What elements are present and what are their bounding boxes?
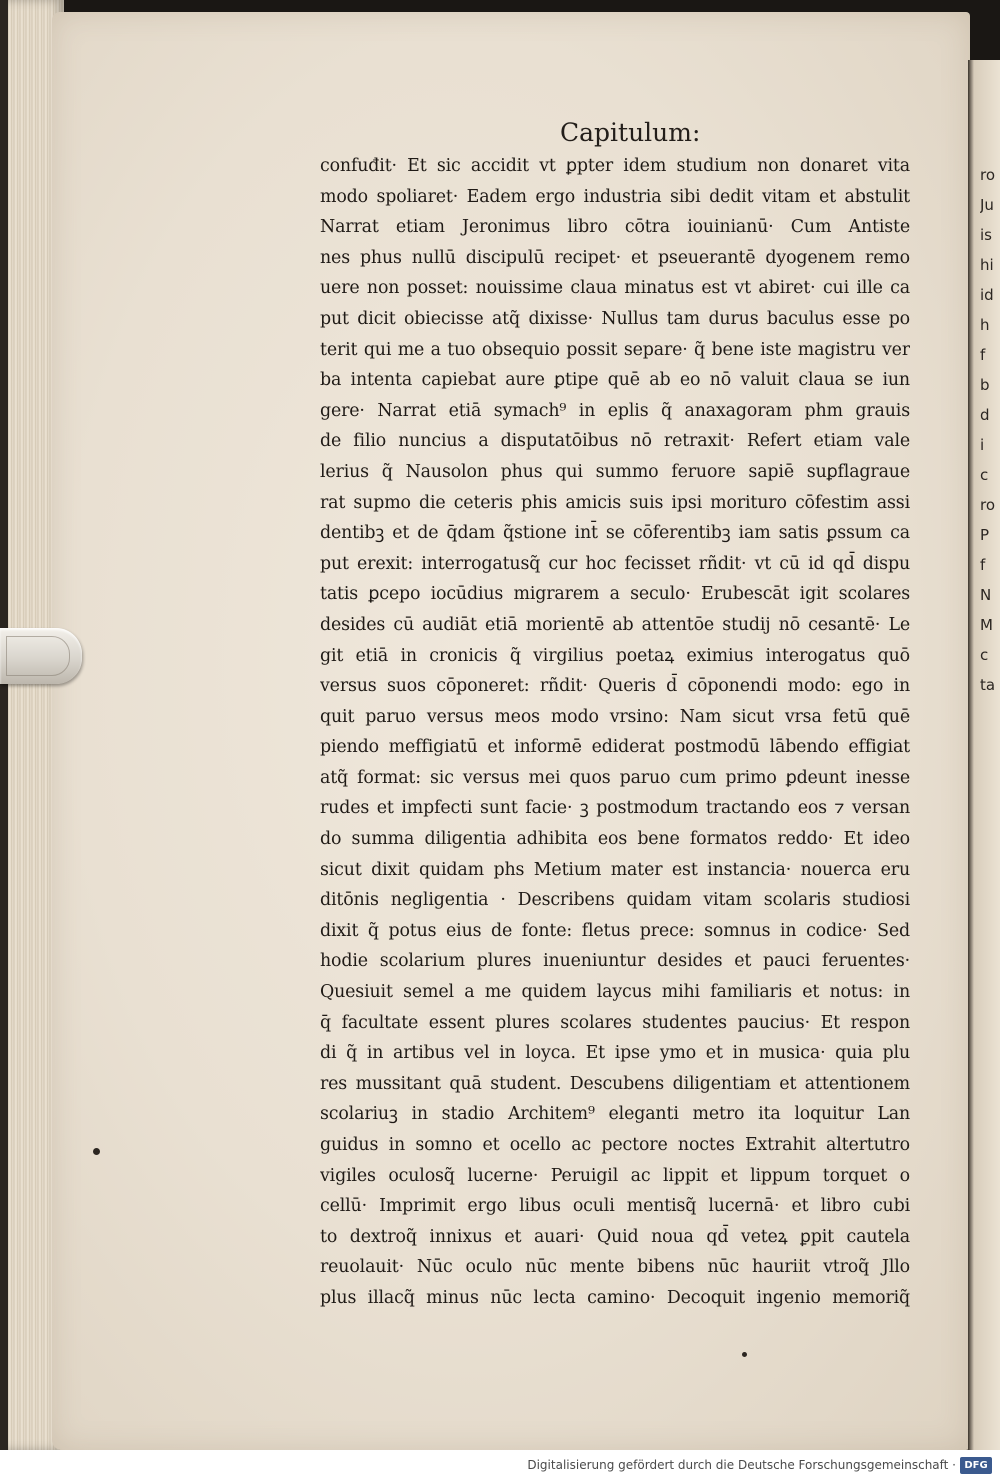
text-line: plus illacq̃ minus nūc lecta camino· Decoquit ingenio memoriq̃ [320,1287,910,1308]
text-line: versus suos cōponeret: rñdit· Queris d̄ cōponendi modo: ego in [320,676,910,697]
text-line: tatis ꝑcepo iocūdius migrarem a seculo· Erubescāt igit scolares [320,584,910,605]
text-line: reuolauit· Nūc oculo nūc mente bibens nūc hauriit vtroq̃ Jllo [320,1257,910,1278]
text-line: modo spoliaret· Eadem ergo industria sibi dedit vitam et abstulit [320,186,910,207]
text-line: vigiles oculosq̃ lucerne· Peruigil ac lippit et lippum torquet o [320,1165,910,1186]
facing-page-text-fragment: ro Ju is hi id h f b d i c ro P f N M c ta [980,166,996,694]
text-line: guidus in somno et ocello ac pectore noctes Extrahit altertutro [320,1135,910,1155]
text-line: put erexit: interrogatusq̃ cur hoc fecisset rñdit· vt cū id qd̄ dispu [320,553,910,574]
text-line: Quesiuit semel a me quidem laycus mihi familiaris et notus: in [320,982,910,1003]
text-line: di q̃ in artibus vel in loyca. Et ipse ymo et in musica· quia plu [320,1043,910,1064]
text-line: atq̃ format: sic versus mei quos paruo cum primo ꝑdeunt inesse [320,767,910,788]
ink-spot [93,1148,100,1155]
text-line: gere· Narrat etiā symach⁹ in eplis q̃ anaxagoram phm grauis [320,400,910,421]
dfg-logo: DFG [960,1457,992,1474]
text-line: q̄ facultate essent plures scolares studentes paucius· Et respon [320,1012,910,1033]
text-line: uere non posset: nouissime claua minatus est vt abiret· cui ille ca [320,278,910,299]
text-line: Narrat etiam Jeronimus libro cōtra iouinianū· Cum Antiste [320,217,910,238]
text-line: piendo meffigiatū et informē ediderat postmodū lābendo effigiat [320,737,910,758]
text-line: scolariuꝫ in stadio Architem⁹ eleganti metro ita loquitur Lan [320,1104,910,1125]
text-line: ditōnis negligentia · Describens quidam vitam scolaris studiosi [320,890,910,911]
text-line: cellū· Imprimit ergo libus oculi mentisq̃ lucernā· et libro cubi [320,1196,910,1217]
text-line: dentibꝫ et de q̄dam q̃stione int̄ se cōferentibꝫ iam satis ꝑssum ca [320,523,910,544]
text-line: ba intenta capiebat aure ꝑtipe quē ab eo nō valuit claua se iun [320,370,910,391]
text-line: to dextroq̃ innixus et auari· Quid noua qd̄ veteꝝ ꝑpit cautela [320,1226,910,1247]
text-line: lerius q̃ Nausolon phus qui summo feruore sapiē suꝑflagraue [320,461,910,482]
text-line: rudes et impfecti sunt facie· ꝫ postmodum tractando eos ⁊ versan [320,798,910,819]
chapter-heading: Capitulum: [560,118,701,147]
text-line: dixit q̃ potus eius de fonte: fletus prece: somnus in codice· Sed [320,920,910,941]
digitization-credit: Digitalisierung gefördert durch die Deutsche Forschungsgemeinschaft · [527,1458,956,1472]
book-edge-shadow [0,0,8,1450]
footer-bar [0,1450,1000,1481]
ink-spot [742,1352,747,1357]
text-line: put dicit obiecisse atq̃ dixisse· Nullus tam durus baculus esse po [320,308,910,329]
text-line: hodie scolarium plures inueniuntur desides et pauci feruentes· [320,951,910,972]
text-line: git etiā in cronicis q̃ virgilius poetaꝝ eximius interogatus quō [320,645,910,666]
text-line: confuđit· Et sic accidit vt ꝑpter idem studium non donaret vita [320,156,910,176]
text-line: rat supmo die ceteris phis amicis suis ipsi morituro cōfestim assi [320,492,910,513]
page-clip-inner [6,636,70,676]
text-line: de filio nuncius a disputatōibus nō retraxit· Refert etiam vale [320,431,910,452]
text-line: res mussitant quā student. Descubens diligentiam et attentionem [320,1073,910,1094]
text-line: terit qui me a tuo obsequio possit separe· q̃ bene iste magistru ver [320,339,910,360]
page-clip-bookmark [0,628,82,684]
text-line: quit paruo versus meos modo vrsino: Nam sicut vrsa fetū quē [320,706,910,727]
text-line: do summa diligentia adhibita eos bene formatos reddo· Et ideo [320,829,910,850]
incunable-text-block [320,151,910,1314]
text-line: desides cū audiāt etiā morientē ab attentōe studij nō cesantē· Le [320,614,910,635]
text-line: nes phus nullū discipulū recipet· et pseuerantē dyogenem remo [320,247,910,268]
text-line: sicut dixit quidam phs Metium mater est instancia· nouerca eru [320,859,910,880]
